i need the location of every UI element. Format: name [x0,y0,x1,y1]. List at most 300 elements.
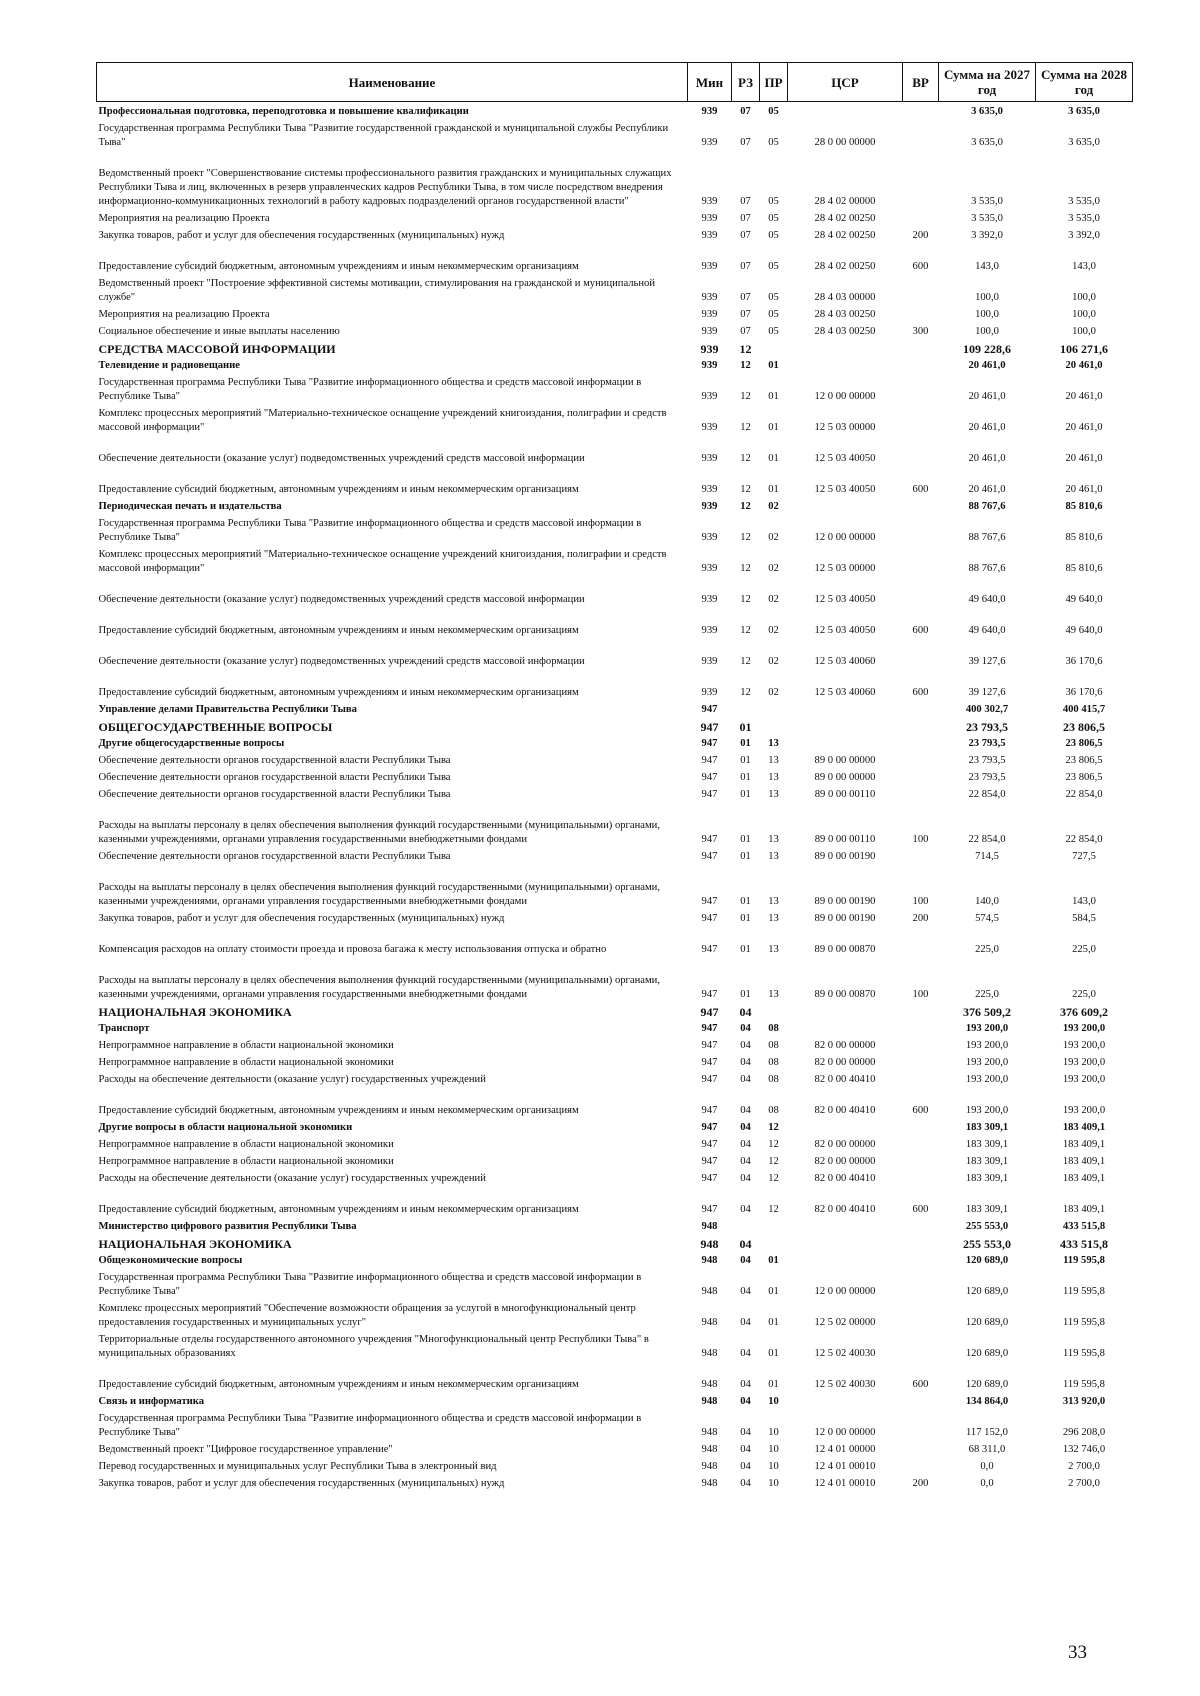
table-row [97,150,1133,209]
cell-min: 948 [701,1427,718,1438]
cell-rz: 12 [740,453,751,464]
table-row [97,1186,1133,1217]
cell-sum-2027: 225,0 [975,989,999,1000]
cell-rz: 04 [740,1204,751,1215]
table-row [97,1474,1133,1491]
cell-rz: 01 [740,755,751,766]
cell-vr: 300 [912,326,929,337]
cell-sum-2028: 584,5 [1072,913,1096,924]
cell-sum-2028: 106 271,6 [1060,342,1108,356]
cell-sum-2027: 193 200,0 [965,1057,1009,1068]
table-row [97,1036,1133,1053]
table-row [97,717,1133,734]
cell-pr: 13 [768,834,779,845]
cell-min: 947 [701,1057,718,1068]
cell-sum-2027: 23 793,5 [968,772,1006,783]
cell-rz: 12 [740,484,751,495]
cell-min: 948 [701,1379,718,1390]
cell-rz: 04 [740,1427,751,1438]
cell-min: 939 [701,594,718,605]
cell-vr [903,1392,939,1409]
cell-name: Расходы на выплаты персоналу в целях обеспечения выполнения функций государственными (муниципальными) органами, казенными учреждениями, органами управления государственными внебюджетными фондами [98,975,660,1000]
cell-sum-2027: 400 302,7 [965,704,1009,715]
cell-sum-2027: 20 461,0 [968,453,1006,464]
table-row [97,1087,1133,1118]
cell-rz: 07 [740,196,751,207]
cell-pr: 13 [768,896,779,907]
cell-csr: 89 0 00 00000 [814,755,876,766]
cell-vr [903,1440,939,1457]
cell-csr [788,1234,903,1251]
cell-vr [903,717,939,734]
cell-pr: 10 [768,1461,779,1472]
cell-sum-2028: 22 854,0 [1065,789,1103,800]
budget-table-document [96,62,1132,1491]
cell-rz: 07 [740,261,751,272]
cell-rz: 12 [740,656,751,667]
table-row [97,404,1133,435]
cell-csr: 12 5 03 40060 [814,656,876,667]
cell-csr: 12 0 00 00000 [814,1427,876,1438]
cell-name: Непрограммное направление в области национальной экономики [98,1156,394,1167]
cell-csr: 82 0 00 00000 [814,1156,876,1167]
cell-sum-2027: 22 854,0 [968,789,1006,800]
cell-name: Ведомственный проект "Цифровое государственное управление" [98,1444,393,1455]
cell-csr: 82 0 00 40410 [814,1074,876,1085]
cell-csr: 28 4 03 00250 [814,309,876,320]
cell-sum-2027: 88 767,6 [968,563,1006,574]
cell-name: Ведомственный проект "Построение эффективной системы мотивации, стимулирования на гражданской и муниципальной службе" [98,278,655,303]
cell-min: 947 [701,755,718,766]
cell-min: 948 [701,1348,718,1359]
cell-csr [788,700,903,717]
cell-rz: 07 [740,106,751,117]
cell-name: Закупка товаров, работ и услуг для обеспечения государственных (муниципальных) нужд [98,1478,505,1489]
cell-rz: 04 [740,1122,751,1133]
cell-name: Государственная программа Республики Тыва "Развитие государственной гражданской и муниципальной службы Республики Тыва" [98,123,669,148]
cell-sum-2028: 727,5 [1072,851,1096,862]
cell-sum-2027: 183 309,1 [965,1156,1009,1167]
cell-rz: 12 [740,625,751,636]
cell-sum-2027: 88 767,6 [968,501,1006,512]
cell-min: 947 [701,1040,718,1051]
cell-pr: 05 [768,230,779,241]
cell-vr: 200 [912,1478,929,1489]
cell-name: Непрограммное направление в области национальной экономики [98,1139,394,1150]
cell-vr: 200 [912,230,929,241]
table-row [97,102,1133,120]
table-row [97,1409,1133,1440]
cell-min: 939 [700,342,719,356]
table-row [97,274,1133,305]
table-body [97,102,1133,1492]
table-row [97,909,1133,926]
cell-rz: 01 [740,913,751,924]
cell-sum-2028: 143,0 [1072,896,1096,907]
cell-rz: 04 [740,1379,751,1390]
cell-vr [903,638,939,669]
cell-pr: 12 [768,1156,779,1167]
cell-min: 947 [701,851,718,862]
cell-vr [903,404,939,435]
table-row [97,1251,1133,1268]
cell-csr: 12 4 01 00010 [814,1478,876,1489]
cell-sum-2028: 225,0 [1072,944,1096,955]
cell-min: 939 [701,292,718,303]
cell-csr [788,717,903,734]
cell-sum-2027: 0,0 [980,1478,994,1489]
cell-name: Государственная программа Республики Тыва "Развитие информационного общества и средств массовой информации в Республике Тыва" [98,1413,642,1438]
cell-sum-2028: 296 208,0 [1062,1427,1106,1438]
cell-min: 939 [701,360,718,371]
cell-csr: 28 4 03 00250 [814,326,876,337]
cell-sum-2027: 225,0 [975,944,999,955]
cell-csr: 89 0 00 00870 [814,944,876,955]
cell-sum-2028: 433 515,8 [1062,1221,1106,1232]
cell-sum-2028: 225,0 [1072,989,1096,1000]
cell-csr: 89 0 00 00190 [814,913,876,924]
cell-sum-2027: 193 200,0 [965,1105,1009,1116]
cell-csr: 12 5 03 40050 [814,453,876,464]
cell-min: 939 [701,261,718,272]
cell-sum-2028: 20 461,0 [1065,422,1103,433]
cell-name: Расходы на выплаты персоналу в целях обеспечения выполнения функций государственными (муниципальными) органами, казенными учреждениями, органами управления государственными внебюджетными фондами [98,820,660,845]
cell-sum-2027: 574,5 [975,913,999,924]
cell-csr [788,497,903,514]
cell-sum-2027: 39 127,6 [968,656,1006,667]
cell-sum-2027: 100,0 [975,309,999,320]
cell-sum-2028: 183 409,1 [1062,1173,1106,1184]
cell-sum-2028: 183 409,1 [1062,1139,1106,1150]
cell-sum-2028: 183 409,1 [1062,1204,1106,1215]
cell-sum-2028: 49 640,0 [1065,594,1103,605]
cell-min: 948 [701,1286,718,1297]
cell-csr: 28 4 02 00250 [814,230,876,241]
cell-csr: 89 0 00 00000 [814,772,876,783]
cell-min: 947 [701,1173,718,1184]
table-row [97,864,1133,909]
cell-vr: 100 [912,834,929,845]
cell-sum-2027: 120 689,0 [965,1286,1009,1297]
cell-name: Связь и информатика [98,1396,205,1407]
table-row [97,926,1133,957]
cell-pr: 02 [768,563,779,574]
cell-name: Общеэкономические вопросы [98,1255,243,1266]
cell-name: Другие общегосударственные вопросы [98,738,285,749]
cell-min: 939 [701,326,718,337]
cell-rz: 07 [740,230,751,241]
cell-min: 939 [701,309,718,320]
cell-pr: 05 [768,292,779,303]
table-row [97,497,1133,514]
cell-vr [903,373,939,404]
cell-vr [903,274,939,305]
cell-sum-2028: 23 806,5 [1065,755,1103,766]
table-row [97,734,1133,751]
cell-min: 948 [700,1237,719,1251]
cell-sum-2028: 20 461,0 [1065,391,1103,402]
cell-sum-2028: 23 806,5 [1065,772,1103,783]
cell-sum-2027: 20 461,0 [968,391,1006,402]
cell-rz: 04 [740,1478,751,1489]
cell-csr: 28 0 00 00000 [814,137,876,148]
table-row [97,607,1133,638]
cell-min: 947 [701,944,718,955]
table-row [97,1234,1133,1251]
cell-name: Министерство цифрового развития Республики Тыва [98,1221,357,1232]
cell-sum-2027: 193 200,0 [965,1074,1009,1085]
cell-vr [903,102,939,120]
cell-rz: 04 [740,1286,751,1297]
cell-sum-2028: 119 595,8 [1063,1379,1105,1390]
cell-min: 947 [701,1204,718,1215]
cell-sum-2027: 22 854,0 [968,834,1006,845]
cell-pr: 01 [768,484,779,495]
cell-min: 939 [701,501,718,512]
cell-sum-2027: 23 793,5 [968,755,1006,766]
cell-vr: 200 [912,913,929,924]
cell-csr: 12 4 01 00010 [814,1461,876,1472]
table-row [97,356,1133,373]
cell-rz: 01 [740,834,751,845]
cell-min: 939 [701,213,718,224]
cell-csr [788,1217,903,1234]
cell-vr [903,435,939,466]
cell-pr: 02 [768,594,779,605]
cell-sum-2027: 255 553,0 [963,1237,1011,1251]
cell-vr [903,339,939,356]
table-row [97,1169,1133,1186]
cell-csr: 82 0 00 00000 [814,1040,876,1051]
cell-rz: 04 [740,1255,751,1266]
cell-sum-2027: 23 793,5 [966,720,1008,734]
cell-rz: 01 [740,989,751,1000]
cell-min: 948 [701,1478,718,1489]
table-row [97,1299,1133,1330]
cell-sum-2028: 85 810,6 [1065,532,1103,543]
cell-sum-2027: 39 127,6 [968,687,1006,698]
cell-pr [760,717,788,734]
cell-name: Государственная программа Республики Тыва "Развитие информационного общества и средств массовой информации в Республике Тыва" [98,1272,642,1297]
cell-sum-2028: 23 806,5 [1065,738,1103,749]
cell-sum-2028: 132 746,0 [1062,1444,1106,1455]
cell-name: Профессиональная подготовка, переподготовка и повышение квалификации [98,106,469,117]
cell-name: Обеспечение деятельности (оказание услуг) подведомственных учреждений средств массовой информации [98,453,585,464]
cell-rz: 04 [740,1173,751,1184]
cell-pr [760,700,788,717]
cell-rz: 12 [740,501,751,512]
cell-name: Предоставление субсидий бюджетным, автономным учреждениям и иным некоммерческим организациям [98,484,579,495]
cell-sum-2027: 183 309,1 [965,1173,1009,1184]
cell-rz: 12 [740,532,751,543]
cell-rz: 07 [740,213,751,224]
cell-sum-2027: 120 689,0 [965,1255,1009,1266]
cell-pr: 08 [768,1023,779,1034]
cell-name: Расходы на выплаты персоналу в целях обеспечения выполнения функций государственными (муниципальными) органами, казенными учреждениями, органами управления государственными внебюджетными фондами [98,882,660,907]
cell-name: Периодическая печать и издательства [98,501,282,512]
cell-sum-2027: 140,0 [975,896,999,907]
cell-vr [903,497,939,514]
cell-sum-2027: 183 309,1 [965,1139,1009,1150]
table-row [97,802,1133,847]
table-row [97,545,1133,576]
table-row [97,373,1133,404]
cell-rz: 04 [740,1057,751,1068]
cell-name: Непрограммное направление в области национальной экономики [98,1040,394,1051]
cell-vr: 100 [912,989,929,1000]
cell-pr [760,1234,788,1251]
table-row [97,435,1133,466]
cell-vr [903,514,939,545]
cell-pr: 12 [768,1139,779,1150]
cell-pr: 05 [768,106,779,117]
table-row [97,669,1133,700]
cell-csr: 82 0 00 00000 [814,1139,876,1150]
cell-sum-2027: 20 461,0 [968,422,1006,433]
cell-rz: 04 [740,1139,751,1150]
cell-sum-2028: 3 535,0 [1068,196,1100,207]
cell-name: Мероприятия на реализацию Проекта [98,309,270,320]
cell-sum-2028: 20 461,0 [1065,360,1103,371]
cell-name: Компенсация расходов на оплату стоимости проезда и провоза багажа к месту использования отпуска и обратно [98,944,607,955]
cell-sum-2028: 100,0 [1072,326,1096,337]
cell-rz: 04 [739,1237,752,1251]
cell-sum-2027: 376 509,2 [963,1005,1011,1019]
cell-vr [903,700,939,717]
cell-rz: 04 [740,1396,751,1407]
cell-min: 948 [701,1317,718,1328]
cell-name: Государственная программа Республики Тыва "Развитие информационного общества и средств массовой информации в Республике Тыва" [98,518,642,543]
table-row [97,514,1133,545]
cell-sum-2027: 255 553,0 [965,1221,1009,1232]
cell-vr [903,785,939,802]
cell-sum-2027: 0,0 [980,1461,994,1472]
cell-name: Транспорт [98,1023,150,1034]
cell-rz: 01 [740,944,751,955]
cell-pr: 05 [768,261,779,272]
cell-rz: 12 [740,563,751,574]
cell-name: Ведомственный проект "Совершенствование системы профессионального развития гражданских и муниципальных служащих Республики Тыва и лиц, включенных в резерв управленческих кадров Республики Тыва, в том числе посредством внедрения информационно-коммуникационных технологий в работу кадровых подразделений органов государственной власти" [98,168,672,207]
cell-name: Предоставление субсидий бюджетным, автономным учреждениям и иным некоммерческим организациям [98,687,579,698]
table-row [97,1361,1133,1392]
cell-vr [903,926,939,957]
cell-rz: 04 [740,1317,751,1328]
cell-sum-2028: 36 170,6 [1065,656,1103,667]
table-row [97,305,1133,322]
cell-csr: 12 5 03 40050 [814,625,876,636]
header-pr: ПР [760,63,788,102]
cell-sum-2027: 3 535,0 [971,213,1003,224]
cell-sum-2028: 433 515,8 [1060,1237,1108,1251]
cell-sum-2028: 193 200,0 [1062,1057,1106,1068]
cell-vr: 600 [912,625,929,636]
cell-name: Социальное обеспечение и иные выплаты населению [98,326,340,337]
cell-name: Предоставление субсидий бюджетным, автономным учреждениям и иным некоммерческим организациям [98,1379,579,1390]
cell-vr [903,1002,939,1019]
cell-min: 939 [701,453,718,464]
cell-vr [903,1409,939,1440]
cell-vr [903,1053,939,1070]
header-name: Наименование [97,63,688,102]
cell-sum-2028: 20 461,0 [1065,453,1103,464]
cell-vr: 600 [912,261,929,272]
table-row [97,119,1133,150]
cell-pr: 13 [768,913,779,924]
cell-vr [903,1234,939,1251]
cell-min: 947 [701,896,718,907]
cell-min: 947 [700,720,719,734]
cell-vr [903,1299,939,1330]
cell-pr: 05 [768,309,779,320]
cell-rz: 04 [740,1074,751,1085]
cell-sum-2028: 3 635,0 [1068,106,1100,117]
cell-min: 948 [701,1444,718,1455]
cell-rz [732,1217,760,1234]
cell-sum-2028: 85 810,6 [1065,563,1103,574]
cell-rz: 01 [740,851,751,862]
cell-pr: 13 [768,989,779,1000]
cell-pr: 01 [768,1348,779,1359]
cell-sum-2028: 100,0 [1072,309,1096,320]
cell-rz: 01 [740,772,751,783]
cell-sum-2028: 3 392,0 [1068,230,1100,241]
cell-vr [903,847,939,864]
cell-pr: 05 [768,137,779,148]
cell-sum-2028: 193 200,0 [1062,1105,1106,1116]
table-row [97,1217,1133,1234]
cell-sum-2028: 23 806,5 [1063,720,1105,734]
cell-name: Закупка товаров, работ и услуг для обеспечения государственных (муниципальных) нужд [98,230,505,241]
cell-pr: 01 [768,453,779,464]
cell-name: Расходы на обеспечение деятельности (оказание услуг) государственных учреждений [98,1074,486,1085]
cell-sum-2027: 120 689,0 [965,1317,1009,1328]
cell-name: Другие вопросы в области национальной экономики [98,1122,353,1133]
cell-rz: 07 [740,309,751,320]
cell-csr: 12 0 00 00000 [814,1286,876,1297]
cell-name: Непрограммное направление в области национальной экономики [98,1057,394,1068]
cell-sum-2027: 193 200,0 [965,1023,1009,1034]
cell-name: Территориальные отделы государственного автономного учреждения "Многофункциональный центр Республики Тыва" в муниципальных образованиях [98,1334,649,1359]
cell-pr: 02 [768,687,779,698]
cell-vr: 600 [912,484,929,495]
cell-name: Обеспечение деятельности (оказание услуг) подведомственных учреждений средств массовой информации [98,594,585,605]
cell-vr [903,545,939,576]
cell-sum-2027: 49 640,0 [968,594,1006,605]
cell-csr: 12 5 02 40030 [814,1348,876,1359]
cell-pr: 01 [768,1317,779,1328]
table-row [97,785,1133,802]
cell-min: 939 [701,230,718,241]
table-row [97,638,1133,669]
table-row [97,1053,1133,1070]
cell-vr [903,1152,939,1169]
cell-csr: 12 0 00 00000 [814,532,876,543]
cell-vr [903,1251,939,1268]
cell-sum-2027: 714,5 [975,851,999,862]
cell-min: 947 [701,1156,718,1167]
cell-sum-2028: 193 200,0 [1062,1040,1106,1051]
cell-vr: 600 [912,1379,929,1390]
cell-csr [788,356,903,373]
table-row [97,1070,1133,1087]
cell-min: 939 [701,422,718,433]
cell-name: Расходы на обеспечение деятельности (оказание услуг) государственных учреждений [98,1173,486,1184]
cell-sum-2028: 183 409,1 [1062,1122,1106,1133]
cell-name: Комплекс процессных мероприятий "Материально-техническое оснащение учреждений книгоиздания, полиграфии и средств массовой информации" [98,549,667,574]
table-row [97,957,1133,1002]
cell-rz: 12 [740,687,751,698]
cell-csr: 12 5 03 40050 [814,594,876,605]
